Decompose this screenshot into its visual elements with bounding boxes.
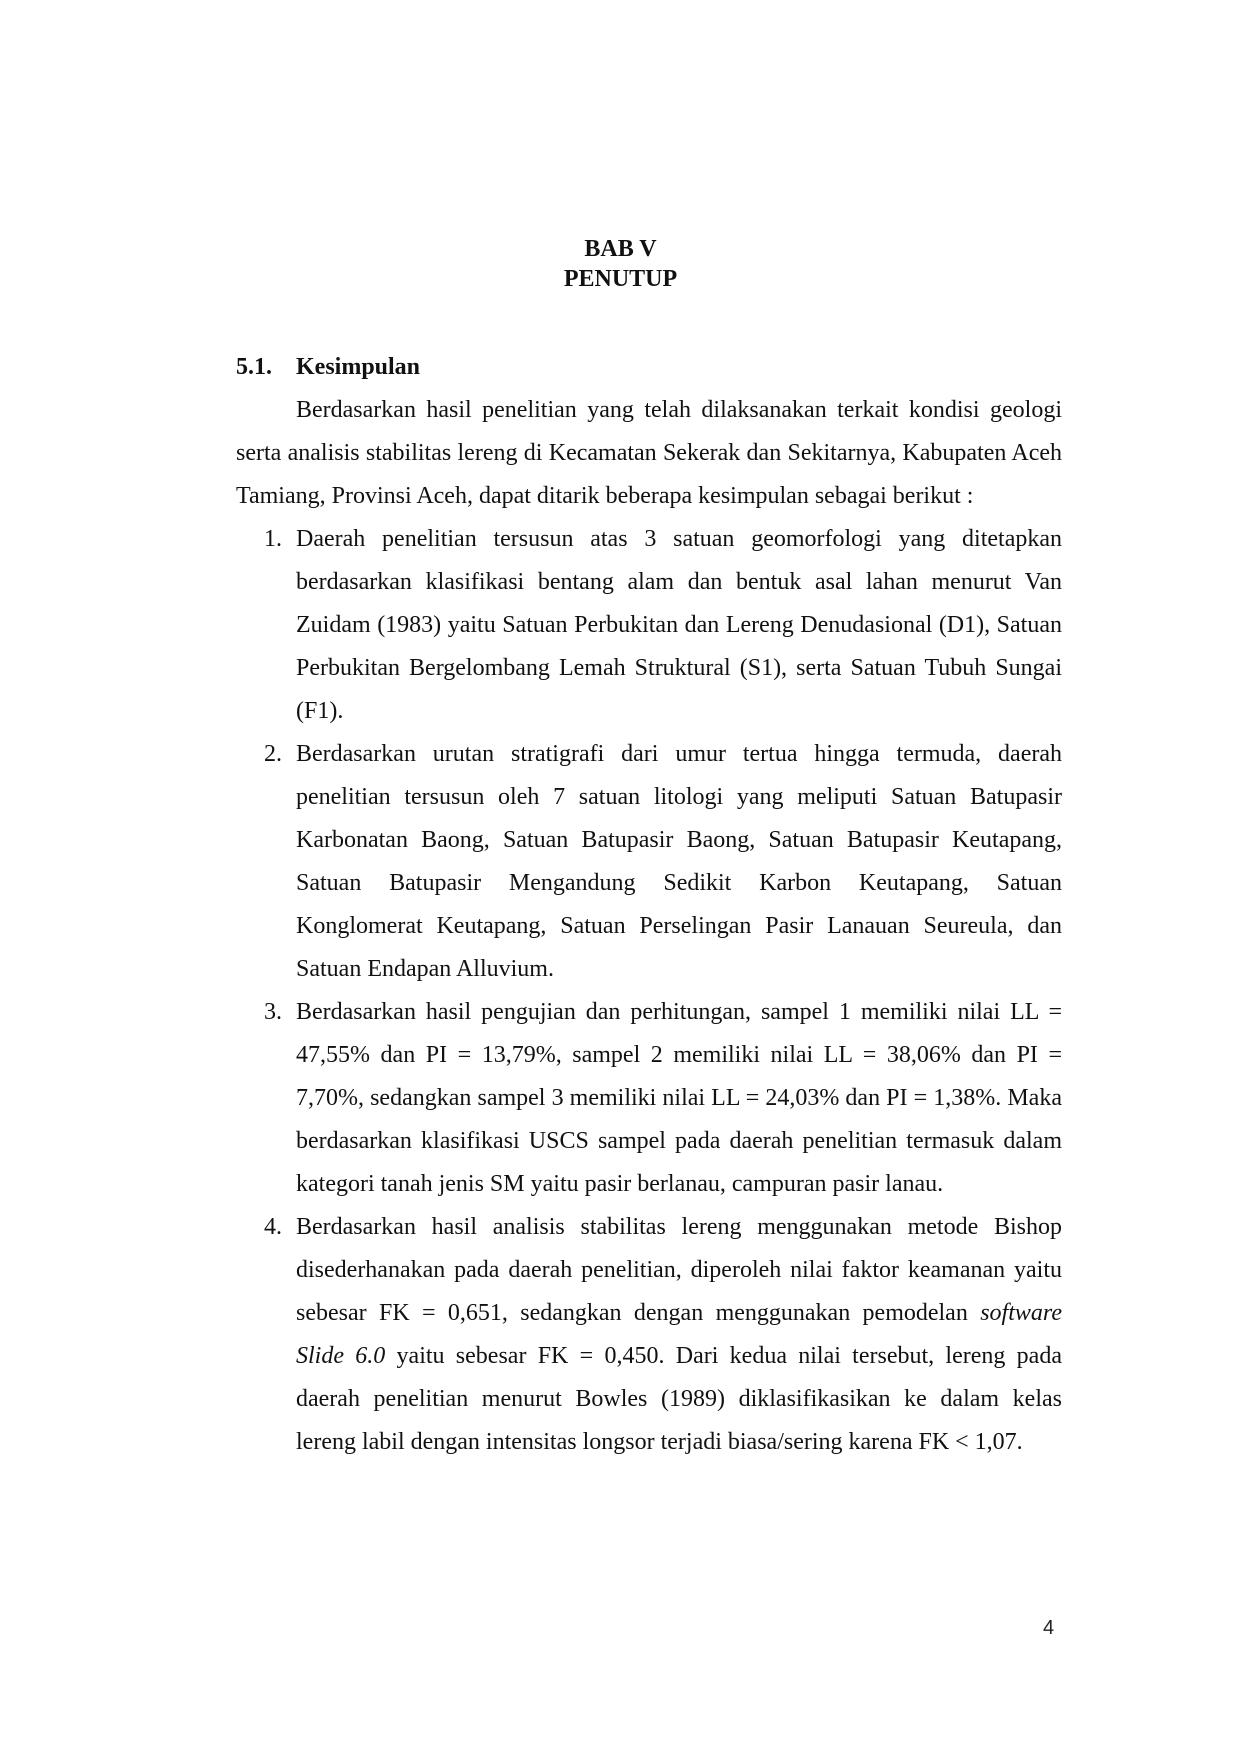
- list-item-text: Berdasarkan hasil analisis stabilitas lereng menggunakan metode Bishop disederhanakan pada daerah penelitian, diperoleh nilai faktor keamanan yaitu sebesar FK = 0,651, sedangkan dengan menggunakan pemodelan: [296, 1214, 1062, 1326]
- list-item-text: Berdasarkan hasil pengujian dan perhitungan, sampel 1 memiliki nilai LL = 47,55% dan PI = 13,79%, sampel 2 memiliki nilai LL = 38,06% dan PI = 7,70%, sedangkan sampel 3 memiliki nilai LL = 24,03% dan PI = 1,38%. Maka berdasarkan klasifikasi USCS sampel pada daerah penelitian termasuk dalam kategori tanah jenis SM yaitu pasir berlanau, campuran pasir lanau.: [296, 999, 1062, 1197]
- list-item-text: Daerah penelitian tersusun atas 3 satuan geomorfologi yang ditetapkan berdasarkan klasifikasi bentang alam dan bentuk asal lahan menurut Van Zuidam (1983) yaitu Satuan Perbukitan dan Lereng Denudasional (D1), Satuan Perbukitan Bergelombang Lemah Struktural (S1), serta Satuan Tubuh Sungai (F1).: [296, 526, 1062, 724]
- list-marker: 1.: [264, 526, 282, 552]
- chapter-title: PENUTUP: [563, 266, 678, 292]
- section-heading: [236, 352, 420, 382]
- chapter-label: BAB V: [584, 236, 657, 262]
- conclusion-list: [236, 518, 1062, 1464]
- list-item: [236, 991, 1062, 1206]
- list-marker: 4.: [264, 1214, 282, 1240]
- section-number: 5.1.: [236, 354, 272, 380]
- list-item-text-continued: yaitu sebesar FK = 0,450. Dari kedua nilai tersebut, lereng pada daerah penelitian menurut Bowles (1989) diklasifikasikan ke dalam kelas lereng labil dengan intensitas longsor terjadi biasa/sering karena FK < 1,07.: [296, 1343, 1062, 1455]
- chapter-heading: [0, 234, 1241, 294]
- italic-term: software Slide 6.0: [296, 1300, 1062, 1369]
- list-marker: 3.: [264, 999, 282, 1025]
- list-item: [236, 1206, 1062, 1464]
- list-item-text: Berdasarkan urutan stratigrafi dari umur tertua hingga termuda, daerah penelitian tersusun oleh 7 satuan litologi yang meliputi Satuan Batupasir Karbonatan Baong, Satuan Batupasir Baong, Satuan Batupasir Keutapang, Satuan Batupasir Mengandung Sedikit Karbon Keutapang, Satuan Konglomerat Keutapang, Satuan Perselingan Pasir Lanauan Seureula, dan Satuan Endapan Alluvium.: [296, 741, 1062, 982]
- intro-paragraph: Berdasarkan hasil penelitian yang telah dilaksanakan terkait kondisi geologi serta analisis stabilitas lereng di Kecamatan Sekerak dan Sekitarnya, Kabupaten Aceh Tamiang, Provinsi Aceh, dapat ditarik beberapa kesimpulan sebagai berikut :: [236, 397, 1062, 509]
- list-marker: 2.: [264, 741, 282, 767]
- page-number: 4: [1043, 1617, 1055, 1639]
- list-item: [236, 733, 1062, 991]
- list-item: [236, 518, 1062, 733]
- section-title: Kesimpulan: [296, 354, 421, 380]
